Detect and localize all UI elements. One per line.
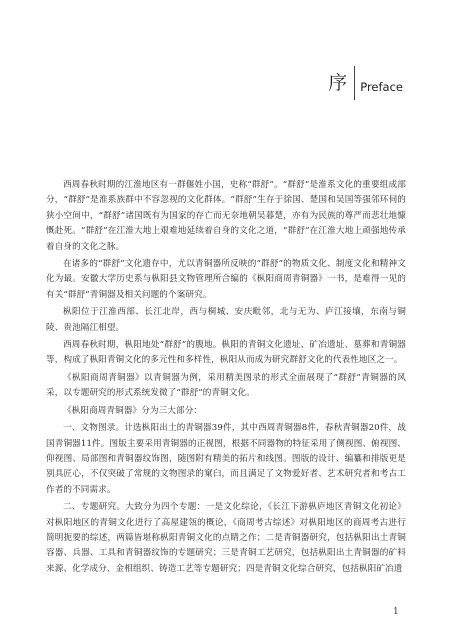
- heading-divider: [354, 66, 355, 100]
- paragraph: 二、专题研究。大致分为四个专题：一是文化综论，《长江下游枞庐地区青铜文化初论》对枞阳地区的青铜文化进行了高屋建瓴的概论，《商周考古综述》对枞阳地区的商周考古进行简明扼要的综述，两篇皆堪称枞阳青铜文化的点睛之作；二是青铜器研究，包括枞阳出土青铜容器、兵器、工具和青铜器纹饰的专题研究；三是青铜工艺研究，包括枞阳出土青铜器的矿料来源、化学成分、金相组织、铸造工艺等专题研究；四是青铜文化综合研究，包括枞阳矿冶遗: [46, 502, 406, 574]
- paragraph: 西周春秋时期的江淮地区有一群偃姓小国，史称“群舒”。“群舒”是淮系文化的重要组成部分，“群舒”是淮系族群中不容忽视的文化群体。“群舒”生存于徐国、楚国和吴国等强邻环伺的狭小空间中，“群舒”诸国既有为国家的存亡而无奈地朝吴暮楚，亦有为民族的尊严而悲壮地慷慨赴死。“群舒”在江淮大地上艰难地延续着自身的文化之道，“群舒”在江淮大地上顽强地传承着自身的文化之脉。: [46, 180, 406, 252]
- paragraph: 枞阳位于江淮西部、长江北岸，西与桐城、安庆毗邻，北与无为、庐江接壤，东南与铜陵、贵池隔江相望。: [46, 307, 406, 333]
- paragraph: 在诸多的“群舒”文化遗存中，尤以青铜器所反映的“群舒”的物质文化、制度文化和精神文化为最。安徽大学历史系与枞阳县文物管理所合编的《枞阳商周青铜器》一书，是难得一见的有关“群舒”青铜器及相关问题的个案研究。: [46, 259, 406, 300]
- page-number: 1: [393, 607, 399, 617]
- paragraph: 《枞阳商周青铜器》以青铜器为例，采用精美图录的形式全面展现了“群舒”青铜器的风采，以专题研究的形式系统发微了“群舒”的青铜文化。: [46, 372, 406, 399]
- heading-chinese: 序: [328, 71, 348, 94]
- paragraph: 西周春秋时期，枞阳地处“群舒”的腹地。枞阳的青铜文化遗址、矿冶遗址、墓葬和青铜器等，构成了枞阳青铜文化的多元性和多样性，枞阳从而成为研究群舒文化的代表性地区之一。: [46, 340, 406, 366]
- paragraph: 一、文物图录。计选枞阳出土的青铜器39件，其中西周青铜器8件，春秋青铜器20件，战国青铜器11件。图版主要采用青铜器的正视图，根据不同器物的特征采用了侧视图、俯视图、仰视图、局部图和青铜器纹饰图，随图附有精美的拓片和线图。图版的设计、编纂和排版更是别具匠心，不仅突破了常规的文物图录的窠臼，而且满足了文物爱好者、艺术研究者和考古工作者的不同需求。: [46, 423, 406, 495]
- preface-heading: [328, 66, 403, 100]
- preface-body: [46, 178, 406, 579]
- paragraph: 《枞阳商周青铜器》分为三大部分：: [63, 405, 203, 416]
- heading-english: Preface: [360, 80, 403, 95]
